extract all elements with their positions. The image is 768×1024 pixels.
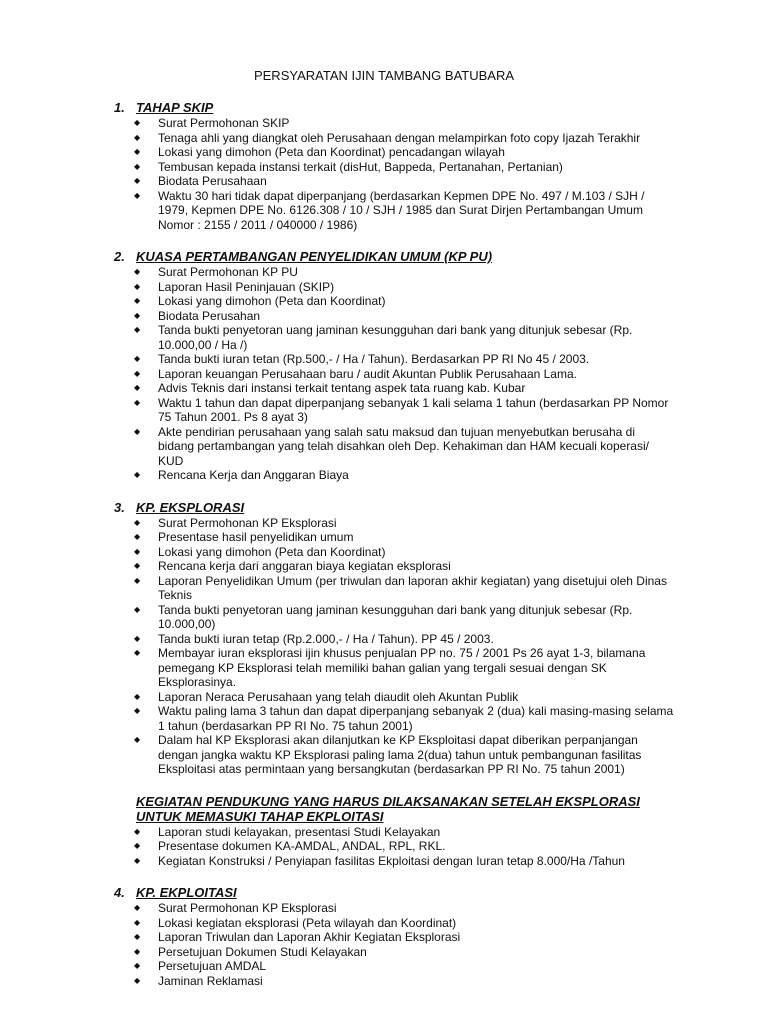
list-item-text: Jaminan Reklamasi [158, 973, 263, 988]
diamond-bullet-icon: ◆ [134, 855, 141, 865]
list-item-text: Presentase hasil penyelidikan umum [158, 530, 354, 544]
section-heading [114, 885, 674, 900]
requirement-list [114, 116, 674, 232]
list-item-text: Persetujuan Dokumen Studi Kelayakan [158, 944, 367, 959]
list-item [114, 145, 674, 160]
list-item-text: Laporan Triwulan dan Laporan Akhir Kegiatan Eksplorasi [158, 930, 461, 944]
list-item-text: Lokasi yang dimohon (Peta dan Koordinat) [158, 544, 386, 559]
list-item [114, 265, 674, 280]
section-number: 1. [114, 100, 125, 115]
list-item-text: Lokasi kegiatan eksplorasi (Peta wilayah dan Koordinat) [158, 915, 457, 930]
section [114, 794, 674, 869]
requirement-list [114, 901, 674, 988]
section [114, 249, 674, 483]
list-item-text: Presentase dokumen KA-AMDAL, ANDAL, RPL, RKL. [158, 839, 446, 853]
list-item-text: Tanda bukti penyetoran uang jaminan kesungguhan dari bank yang ditunjuk sebesar (Rp. 10.000,00 / Ha /) [158, 323, 633, 352]
diamond-bullet-icon: ◆ [134, 325, 141, 334]
diamond-bullet-icon: ◆ [134, 546, 141, 556]
section-heading-text: KP. EKSPLORASI [136, 499, 245, 515]
list-item [114, 632, 674, 647]
requirement-list [114, 825, 674, 869]
list-item-text: Waktu 1 tahun dan dapat diperpanjang sebanyak 1 kali selama 1 tahun (berdasarkan PP Nomor 75 Tahun 2001. Ps 8 ayat 3) [158, 395, 669, 424]
section-number: 4. [114, 885, 125, 900]
section-heading [114, 249, 674, 264]
requirement-list [114, 265, 674, 483]
section-number: 2. [114, 249, 125, 264]
diamond-bullet-icon: ◆ [134, 368, 141, 378]
diamond-bullet-icon: ◆ [134, 354, 141, 363]
diamond-bullet-icon: ◆ [134, 147, 141, 156]
list-item [114, 974, 674, 989]
list-item-text: Tembusan kepada instansi terkait (disHut, Bappeda, Pertanahan, Pertanian) [158, 159, 563, 174]
list-item [114, 294, 674, 309]
diamond-bullet-icon: ◆ [134, 470, 141, 479]
section-heading [114, 100, 674, 115]
list-item-text: Laporan studi kelayakan, presentasi Studi Kelayakan [158, 824, 441, 839]
list-item [114, 574, 674, 603]
list-item [114, 930, 674, 945]
document-body [114, 100, 674, 1005]
list-item-text: Surat Permohonan KP Eksplorasi [158, 901, 337, 915]
list-item [114, 160, 674, 175]
diamond-bullet-icon: ◆ [134, 961, 141, 970]
document-title: PERSYARATAN IJIN TAMBANG BATUBARA [253, 68, 515, 83]
list-item-text: Biodata Perusahaan [158, 174, 267, 188]
list-item [114, 603, 674, 632]
list-item-text: Kegiatan Konstruksi / Penyiapan fasilitas Ekploitasi dengan Iuran tetap 8.000/Ha /Tahun [158, 853, 625, 868]
list-item [114, 690, 674, 705]
list-item-text: Membayar iuran eksplorasi ijin khusus penjualan PP no. 75 / 2001 Ps 26 ayat 1-3, bilamana pemegang KP Eksplorasi telah memiliki bahan galian yang tergali sesuai dengan SK Eksplorasinya. [158, 646, 646, 689]
diamond-bullet-icon: ◆ [134, 190, 141, 200]
section [114, 100, 674, 232]
list-item-text: Tenaga ahli yang diangkat oleh Perusahaan dengan melampirkan foto copy Ijazah Terakhir [158, 130, 641, 145]
list-item [114, 425, 674, 469]
list-item [114, 530, 674, 545]
diamond-bullet-icon: ◆ [134, 161, 141, 171]
list-item [114, 468, 674, 483]
list-item [114, 945, 674, 960]
section [114, 885, 674, 988]
diamond-bullet-icon: ◆ [134, 706, 141, 715]
list-item [114, 189, 674, 233]
diamond-bullet-icon: ◆ [134, 267, 141, 276]
list-item [114, 916, 674, 931]
diamond-bullet-icon: ◆ [134, 903, 141, 912]
list-item-text: Waktu 30 hari tidak dapat diperpanjang (berdasarkan Kepmen DPE No. 497 / M.103 / SJH / 1979, Kepmen DPE No. 6126.308 / 10 / SJH / 1985 dan Surat Dirjen Pertambangan Umum Nomor : 2155 / 2011 / 040000 / 1986) [158, 188, 645, 232]
diamond-bullet-icon: ◆ [134, 735, 141, 744]
section-heading-text: KUASA PERTAMBANGAN PENYELIDIKAN UMUM (KP PU) [136, 249, 493, 264]
section-heading-text: TAHAP SKIP [136, 100, 214, 115]
diamond-bullet-icon: ◆ [134, 281, 141, 291]
section-heading-text: UNTUK MEMASUKI TAHAP EKPLOITASI [136, 808, 384, 824]
list-item [114, 174, 674, 189]
list-item [114, 516, 674, 531]
diamond-bullet-icon: ◆ [134, 633, 141, 643]
diamond-bullet-icon: ◆ [134, 648, 141, 657]
list-item-text: Lokasi yang dimohon (Peta dan Koordinat) [158, 294, 386, 308]
list-item [114, 959, 674, 974]
list-item-text: Rencana kerja dari anggaran biaya kegiatan eksplorasi [158, 559, 451, 573]
diamond-bullet-icon: ◆ [134, 946, 141, 956]
diamond-bullet-icon: ◆ [134, 532, 141, 541]
diamond-bullet-icon: ◆ [134, 310, 141, 320]
list-item-text: Surat Permohonan SKIP [158, 116, 290, 130]
list-item-text: Persetujuan AMDAL [158, 959, 267, 973]
section-heading [114, 500, 674, 515]
list-item-text: Tanda bukti penyetoran uang jaminan kesungguhan dari bank yang ditunjuk sebesar (Rp. 10.000,00) [158, 602, 633, 631]
list-item [114, 381, 674, 396]
section-heading-text: KEGIATAN PENDUKUNG YANG HARUS DILAKSANAKAN SETELAH EKSPLORASI [136, 793, 640, 809]
list-item [114, 367, 674, 382]
list-item-text: Laporan Neraca Perusahaan yang telah diaudit oleh Akuntan Publik [158, 689, 519, 704]
list-item [114, 545, 674, 560]
section-number: 3. [114, 499, 125, 515]
diamond-bullet-icon: ◆ [134, 296, 141, 305]
list-item [114, 901, 674, 916]
diamond-bullet-icon: ◆ [134, 132, 141, 142]
list-item-text: Laporan Hasil Peninjauan (SKIP) [158, 279, 335, 294]
list-item-text: Waktu paling lama 3 tahun dan dapat diperpanjang sebanyak 2 (dua) kali masing-masing selama 1 tahun (berdasarkan PP RI No. 75 tahun 2001) [158, 704, 674, 733]
requirement-list [114, 516, 674, 777]
list-item [114, 839, 674, 854]
diamond-bullet-icon: ◆ [134, 604, 141, 614]
list-item-text: Biodata Perusahan [158, 308, 261, 323]
list-item [114, 854, 674, 869]
list-item [114, 646, 674, 690]
list-item [114, 733, 674, 777]
list-item-text: Dalam hal KP Eksplorasi akan dilanjutkan ke KP Eksploitasi dapat diberikan perpanjangan dengan jangka waktu KP Eksplorasi paling lama 2(dua) tahun untuk pembangunan fasilitas Eksploitasi atas permintaan yang bersangkutan (berdasarkan PP RI No. 75 tahun 2001) [158, 733, 642, 776]
list-item [114, 116, 674, 131]
list-item-text: Laporan keuangan Perusahaan baru / audit Akuntan Publik Perusahaan Lama. [158, 366, 577, 381]
diamond-bullet-icon: ◆ [134, 176, 141, 185]
section [114, 500, 674, 777]
list-item [114, 131, 674, 146]
list-item-text: Advis Teknis dari instansi terkait tentang aspek tata ruang kab. Kubar [158, 381, 526, 395]
list-item [114, 352, 674, 367]
list-item [114, 704, 674, 733]
diamond-bullet-icon: ◆ [134, 932, 141, 941]
diamond-bullet-icon: ◆ [134, 826, 141, 836]
list-item-text: Laporan Penyelidikan Umum (per triwulan dan laporan akhir kegiatan) yang disetujui oleh Dinas Teknis [158, 573, 667, 602]
diamond-bullet-icon: ◆ [134, 426, 141, 436]
list-item-text: Rencana Kerja dan Anggaran Biaya [158, 468, 349, 482]
diamond-bullet-icon: ◆ [134, 517, 141, 527]
diamond-bullet-icon: ◆ [134, 561, 141, 570]
list-item-text: Tanda bukti iuran tetap (Rp.2.000,- / Ha / Tahun). PP 45 / 2003. [158, 631, 494, 646]
list-item [114, 396, 674, 425]
list-item-text: Tanda bukti iuran tetan (Rp.500,- / Ha / Tahun). Berdasarkan PP RI No 45 / 2003. [158, 352, 590, 366]
diamond-bullet-icon: ◆ [134, 841, 141, 850]
section-heading [114, 794, 674, 824]
list-item [114, 559, 674, 574]
list-item-text: Lokasi yang dimohon (Peta dan Koordinat) pencadangan wilayah [158, 145, 505, 159]
list-item [114, 280, 674, 295]
diamond-bullet-icon: ◆ [134, 118, 141, 127]
diamond-bullet-icon: ◆ [134, 575, 141, 585]
section-heading-text: KP. EKPLOITASI [136, 885, 237, 900]
list-item-text: Surat Permohonan KP PU [158, 265, 298, 279]
list-item [114, 825, 674, 840]
diamond-bullet-icon: ◆ [134, 397, 141, 407]
diamond-bullet-icon: ◆ [134, 691, 141, 701]
list-item [114, 323, 674, 352]
diamond-bullet-icon: ◆ [134, 383, 141, 392]
diamond-bullet-icon: ◆ [134, 975, 141, 985]
list-item [114, 309, 674, 324]
list-item-text: Akte pendirian perusahaan yang salah satu maksud dan tujuan menyebutkan berusaha di bidang pertambangan yang telah disahkan oleh Dep. Kehakiman dan HAM kecuali koperasi/ KUD [158, 424, 649, 468]
list-item-text: Surat Permohonan KP Eksplorasi [158, 515, 337, 530]
diamond-bullet-icon: ◆ [134, 917, 141, 927]
